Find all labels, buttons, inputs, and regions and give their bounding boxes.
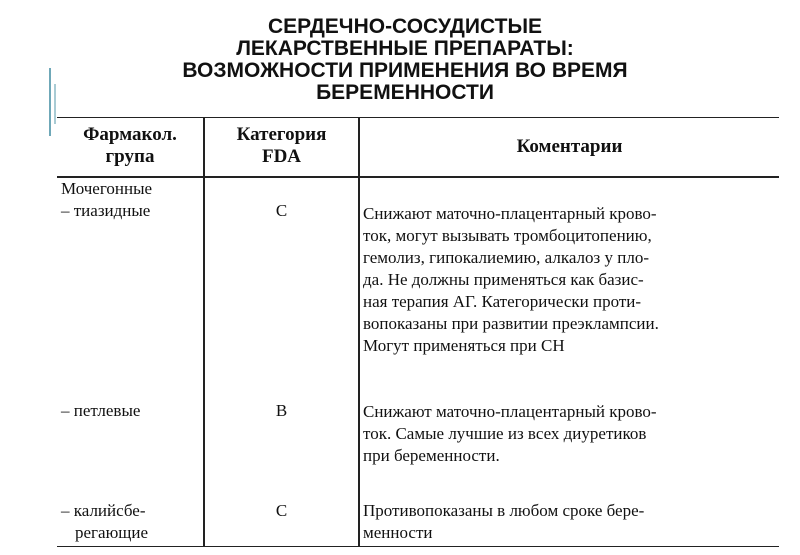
title-line: ВОЗМОЖНОСТИ ПРИМЕНЕНИЯ ВО ВРЕМЯ: [182, 59, 628, 82]
comment-line: ток, могут вызывать тромбоцитопению,: [363, 226, 652, 245]
header-fda-line: FDA: [261, 146, 302, 167]
comment-line: да. Не должны применяться как базис-: [363, 270, 644, 289]
row-fda: C: [275, 501, 288, 520]
drug-table: [57, 117, 779, 547]
row-group: [61, 500, 201, 544]
row-group: [61, 400, 201, 422]
row-group-line: – калийсбе-: [61, 501, 146, 520]
accent-line: [54, 84, 56, 124]
header-comment: [360, 136, 779, 158]
column-divider: [203, 118, 205, 546]
row-group-line: – тиазидные: [61, 201, 151, 220]
header-comment-line: Коментарии: [516, 136, 623, 157]
column-divider: [358, 118, 360, 546]
row-comment: [363, 203, 775, 357]
comment-line: при беременности.: [363, 446, 500, 465]
header-group-line: група: [105, 146, 155, 167]
comment-line: Снижают маточно-плацентарный крово-: [363, 402, 657, 421]
row-group: [61, 200, 201, 222]
row-comment: [363, 401, 775, 467]
title-line: СЕРДЕЧНО-СОСУДИСТЫЕ: [267, 15, 543, 38]
comment-line: вопоказаны при развитии преэклампсии.: [363, 314, 659, 333]
comment-line: Снижают маточно-плацентарный крово-: [363, 204, 657, 223]
row-group-line: – петлевые: [61, 401, 141, 420]
comment-line: Противопоказаны в любом сроке бере-: [363, 501, 645, 520]
comment-line: гемолиз, гипокалиемию, алкалоз у пло-: [363, 248, 649, 267]
title-line: ЛЕКАРСТВЕННЫЕ ПРЕПАРАТЫ:: [236, 37, 574, 60]
row-group-line: регающие: [75, 523, 148, 542]
row-comment: [363, 500, 775, 544]
comment-line: ток. Самые лучшие из всех диуретиков: [363, 424, 647, 443]
comment-line: Могут применяться при СН: [363, 336, 565, 355]
slide-title: [120, 16, 690, 104]
row-fda: B: [275, 401, 288, 420]
header-group-line: Фармакол.: [83, 124, 177, 145]
header-fda: [205, 124, 358, 168]
header-group: [57, 124, 203, 168]
accent-line: [49, 68, 51, 136]
header-fda-line: Категория: [236, 124, 327, 145]
row-fda: C: [275, 201, 288, 220]
title-line: БЕРЕМЕННОСТИ: [316, 81, 494, 104]
comment-line: ная терапия АГ. Категорически проти-: [363, 292, 642, 311]
comment-line: менности: [363, 523, 433, 542]
group-label: Мочегонные: [61, 179, 153, 198]
